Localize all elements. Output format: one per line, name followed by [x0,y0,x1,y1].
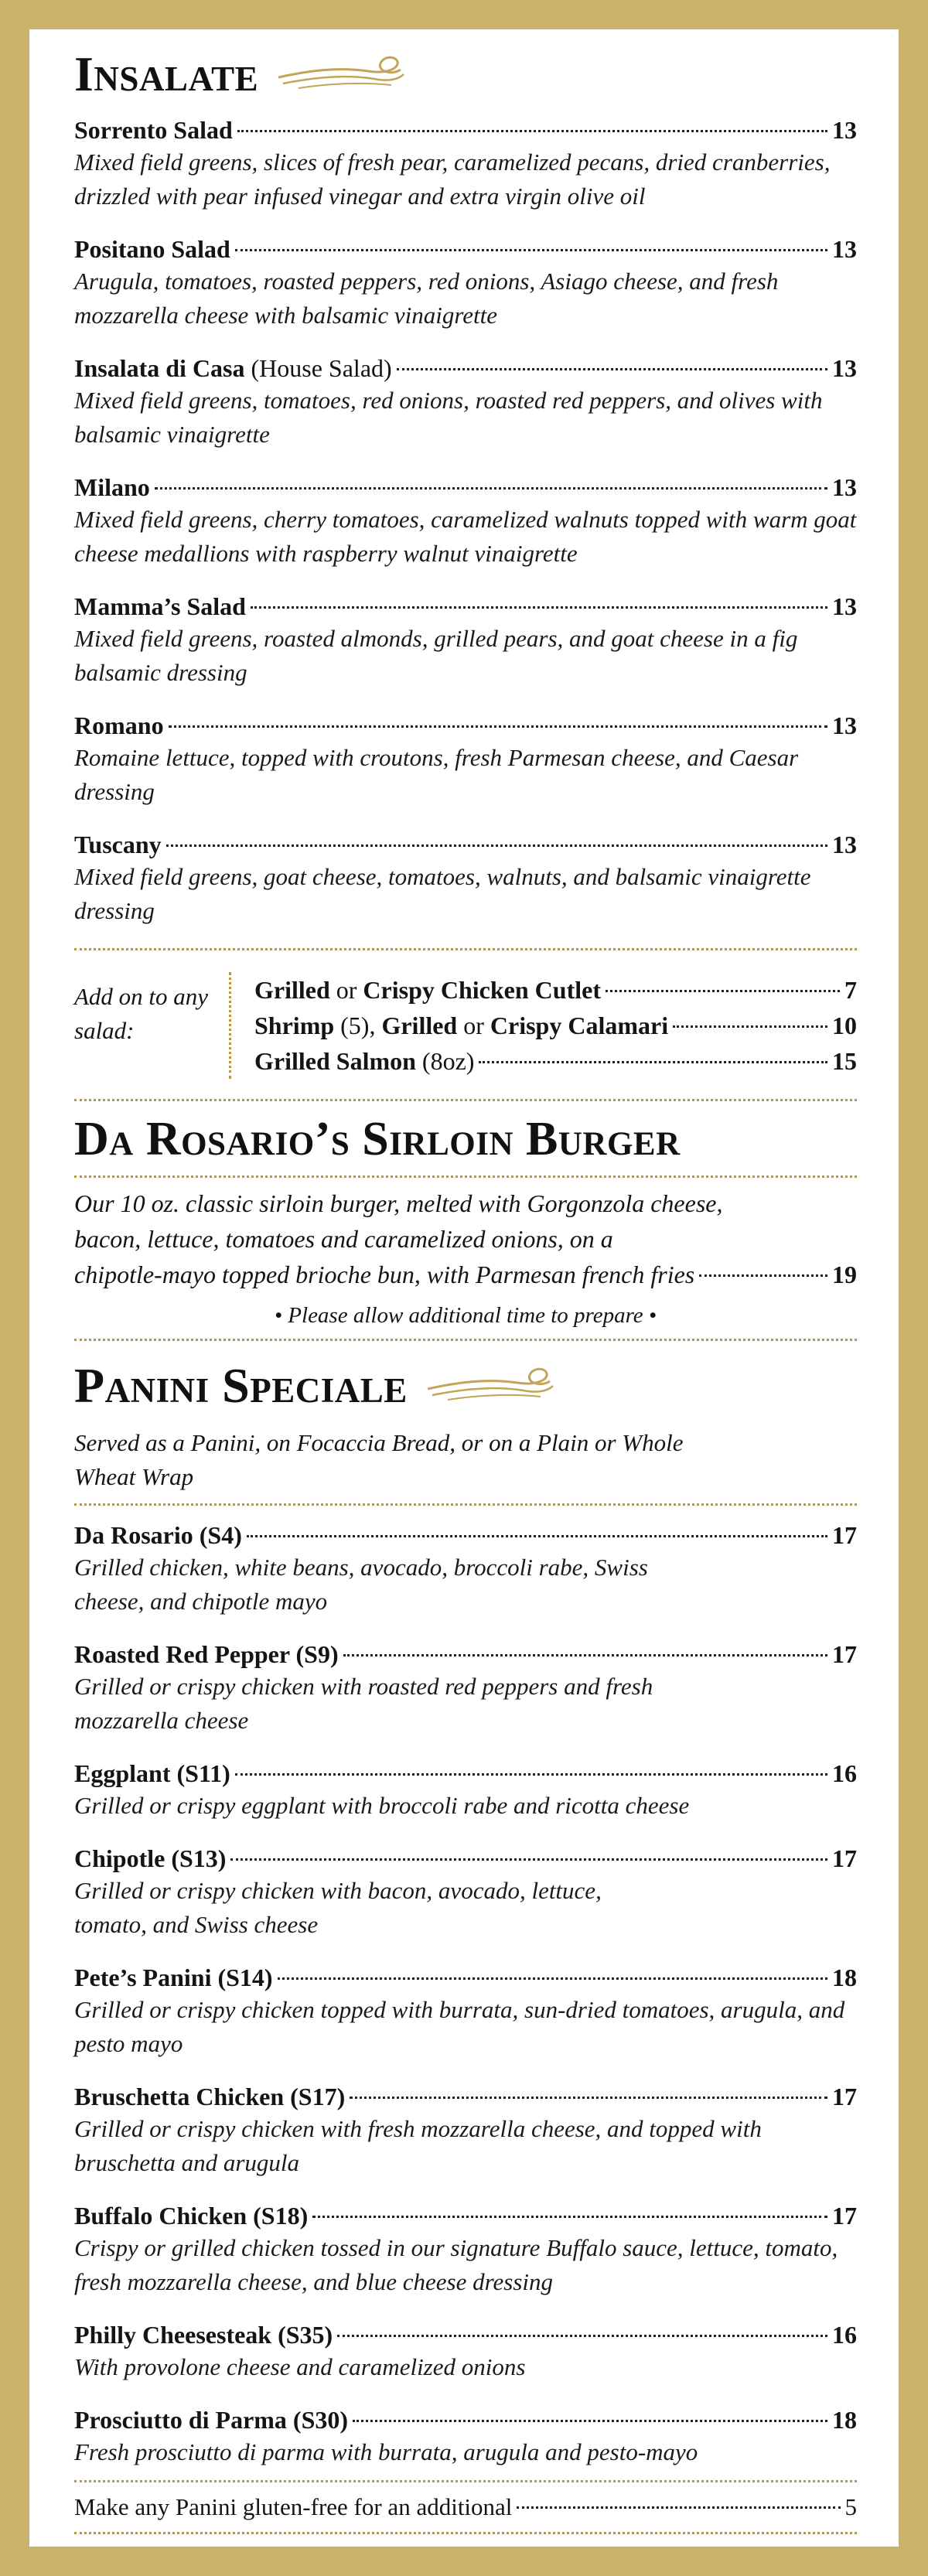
dot-leader [353,2420,827,2422]
item-note: (House Salad) [251,354,392,382]
addon-bold: Shrimp [254,1012,335,1039]
item-price: 18 [832,2406,857,2434]
section-title: Da Rosario’s Sirloin Burger [74,1113,681,1165]
list-item [74,1843,857,1942]
item-price: 16 [832,1759,857,1787]
list-item [74,114,857,213]
item-description: Mixed field greens, tomatoes, red onions, roasted red peppers, and olives with balsamic vinaigrette [74,387,823,448]
dot-leader [343,1654,827,1656]
addon-text: (5), [334,1012,382,1039]
item-description: Mixed field greens, goat cheese, tomatoes, walnuts, and balsamic vinaigrette dressing [74,863,811,924]
dot-leader [166,844,827,847]
dot-leader [230,1858,827,1861]
dot-leader [251,606,827,609]
item-description: Grilled or crispy chicken with roasted red peppers and fresh mozzarella cheese [74,1673,653,1734]
dot-leader [699,1274,827,1277]
dot-leader [606,990,840,992]
addon-text: (8oz) [415,1047,475,1075]
item-name: Sorrento Salad [74,116,233,144]
item-name: Milano [74,473,150,501]
list-item [74,1758,857,1823]
dot-leader [169,725,827,728]
burger-heading [74,1115,857,1163]
dot-leader [479,1061,827,1063]
burger-line: Our 10 oz. classic sirloin burger, melted with Gorgonzola cheese, [74,1189,723,1217]
item-description: Romaine lettuce, topped with croutons, fresh Parmesan cheese, and Caesar dressing [74,744,799,805]
item-description: Grilled or crispy chicken with fresh mozzarella cheese, and topped with bruschetta and arugula [74,2115,762,2176]
dotted-divider [74,1099,857,1101]
addon-block [74,967,857,1082]
dot-leader [312,2216,827,2218]
dot-leader [155,487,827,490]
addon-bold: Grilled [381,1012,458,1039]
item-name: Positano Salad [74,235,230,263]
list-item [74,2200,857,2299]
list-item [74,591,857,690]
list-item [74,234,857,333]
item-price: 17 [832,1521,857,1549]
dot-leader [337,2335,827,2337]
item-price: 17 [832,1844,857,1872]
item-name: Insalata di Casa [74,354,245,382]
dot-leader [235,249,827,251]
item-name: Eggplant (S11) [74,1759,230,1787]
item-price: 13 [832,354,857,382]
item-price: 17 [832,2202,857,2230]
item-description: Mixed field greens, slices of fresh pear, caramelized pecans, dried cranberries, drizzled with pear infused vinegar and extra virgin olive oil [74,148,831,210]
item-description: Crispy or grilled chicken tossed in our signature Buffalo sauce, lettuce, tomato, fresh mozzarella cheese, and blue cheese dressing [74,2234,838,2295]
dotted-divider [74,1339,857,1341]
item-price: 16 [832,2321,857,2349]
item-price: 13 [832,235,857,263]
dot-leader [350,2097,827,2099]
dotted-divider [74,1175,857,1178]
decorative-flourish-icon [425,1363,556,1409]
addon-text: or [457,1012,490,1039]
item-name: Roasted Red Pepper (S9) [74,1640,339,1668]
item-description: Arugula, tomatoes, roasted peppers, red onions, Asiago cheese, and fresh mozzarella cheese with balsamic vinaigrette [74,268,779,329]
item-name: Buffalo Chicken (S18) [74,2202,309,2230]
footer-price: 5 [844,2493,857,2520]
item-name: Philly Cheesesteak (S35) [74,2321,333,2349]
panini-list [74,1520,857,2469]
dot-leader [237,130,827,132]
prep-note: • Please allow additional time to prepare • [274,1303,657,1328]
item-price: 13 [832,116,857,144]
list-item [74,2319,857,2384]
addon-bold: Crispy Chicken Cutlet [363,976,601,1004]
insalate-heading [74,46,857,101]
decorative-flourish-icon [275,51,407,97]
item-description: Grilled or crispy chicken topped with burrata, sun-dried tomatoes, arugula, and pesto mayo [74,1996,845,2057]
addon-list [229,972,857,1079]
addon-bold: Grilled Salmon [254,1047,416,1075]
burger-description [74,1186,857,1292]
list-item [74,1962,857,2061]
item-name: Da Rosario (S4) [74,1521,242,1549]
addon-row [254,1008,857,1043]
list-item [74,2404,857,2469]
addon-price: 10 [832,1012,857,1039]
dot-leader [278,1977,827,1980]
dotted-divider [74,948,857,950]
dotted-divider [74,2480,857,2482]
list-item [74,472,857,571]
addon-text: or [329,976,363,1004]
item-description: Grilled chicken, white beans, avocado, broccoli rabe, Swiss cheese, and chipotle mayo [74,1554,648,1615]
item-description: With provolone cheese and caramelized onions [74,2353,526,2380]
item-description: Mixed field greens, cherry tomatoes, caramelized walnuts topped with warm goat cheese medallions with raspberry walnut vinaigrette [74,506,857,567]
item-name: Bruschetta Chicken (S17) [74,2083,346,2110]
list-item [74,1520,857,1619]
item-description: Mixed field greens, roasted almonds, grilled pears, and goat cheese in a fig balsamic dressing [74,625,798,686]
section-title: Insalate [74,46,259,101]
item-name: Prosciutto di Parma (S30) [74,2406,349,2434]
footer-text: Make any Panini gluten-free for an additional [74,2493,513,2520]
dot-leader [673,1025,827,1028]
list-item [74,710,857,809]
addon-row [254,1043,857,1079]
item-description: Fresh prosciutto di parma with burrata, arugula and pesto-mayo [74,2438,698,2465]
dot-leader [235,1773,827,1776]
item-price: 17 [832,1640,857,1668]
item-name: Chipotle (S13) [74,1844,227,1872]
addon-price: 7 [844,976,857,1004]
item-price: 13 [832,831,857,858]
panini-intro: Served as a Panini, on Focaccia Bread, or on a Plain or Whole Wheat Wrap [74,1429,684,1490]
item-name: Romano [74,711,164,739]
addon-row [254,972,857,1008]
item-name: Mamma’s Salad [74,592,246,620]
gluten-free-note [74,2490,857,2524]
dotted-divider [74,2532,857,2534]
addon-bold: Grilled [254,976,330,1004]
panini-heading [74,1358,857,1413]
dotted-divider [74,1503,857,1506]
item-name: Pete’s Panini (S14) [74,1964,273,1991]
item-description: Grilled or crispy eggplant with broccoli rabe and ricotta cheese [74,1792,690,1819]
burger-price: 19 [832,1261,857,1288]
item-description: Grilled or crispy chicken with bacon, avocado, lettuce, tomato, and Swiss cheese [74,1877,602,1938]
addon-bold: Crispy Calamari [490,1012,669,1039]
item-price: 13 [832,473,857,501]
dot-leader [517,2506,840,2509]
burger-line: bacon, lettuce, tomatoes and caramelized onions, on a [74,1225,613,1253]
item-price: 13 [832,711,857,739]
dot-leader [397,368,827,370]
list-item [74,2081,857,2180]
item-name: Tuscany [74,831,162,858]
item-price: 13 [832,592,857,620]
dot-leader [247,1535,827,1537]
item-price: 18 [832,1964,857,1991]
burger-line: chipotle-mayo topped brioche bun, with Parmesan french fries [74,1261,695,1288]
list-item [74,829,857,928]
section-title: Panini Speciale [74,1358,408,1413]
menu-page [29,29,899,2547]
insalate-list [74,114,857,928]
item-price: 17 [832,2083,857,2110]
list-item [74,1639,857,1738]
addon-label: Add on to any salad: [74,983,209,1044]
addon-price: 15 [832,1047,857,1075]
list-item [74,353,857,452]
